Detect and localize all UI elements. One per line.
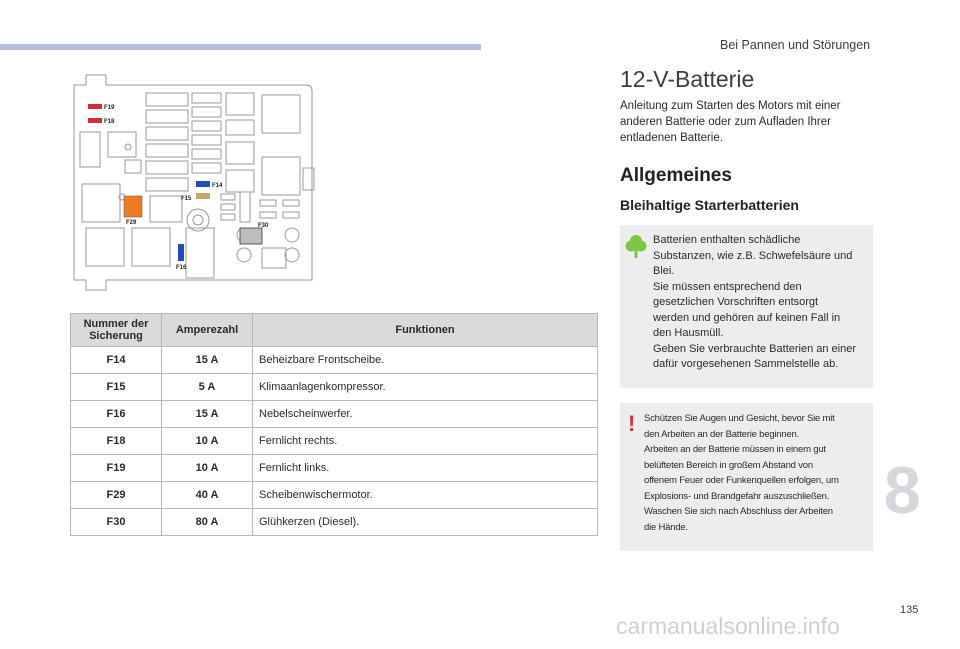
fuse-amperage: 80 A <box>162 509 253 536</box>
table-row <box>71 482 598 509</box>
fuse-f16 <box>178 244 184 261</box>
fuse-f15 <box>196 193 210 199</box>
fuse-number: F15 <box>71 374 162 401</box>
env-line: Blei. <box>653 265 675 277</box>
warning-note <box>620 403 873 551</box>
watermark: carmanualsonline.info <box>616 613 840 639</box>
fuse-f29 <box>124 196 142 217</box>
table-row <box>71 455 598 482</box>
tree-icon <box>625 233 647 259</box>
header-number: Nummer der Sicherung <box>71 314 162 347</box>
fuse-f30 <box>240 228 262 244</box>
battery-intro: Anleitung zum Starten des Motors mit einer anderen Batterie oder zum Aufladen Ihrer entladenen Batterie. <box>620 100 841 144</box>
fuse-box-diagram <box>66 70 326 295</box>
warning-line: Schützen Sie Augen und Gesicht, bevor Sie mit <box>644 413 835 424</box>
fuse-number: F16 <box>71 401 162 428</box>
battery-title: 12-V-Batterie <box>620 66 755 92</box>
section-title: Bei Pannen und Störungen <box>720 38 871 52</box>
fuse-number: F14 <box>71 347 162 374</box>
header-amperage: Amperezahl <box>162 314 253 347</box>
table-header-row <box>71 314 598 347</box>
fuse-amperage: 15 A <box>162 347 253 374</box>
table-row <box>71 401 598 428</box>
fuse-number: F18 <box>71 428 162 455</box>
fuse-function: Scheibenwischermotor. <box>253 482 598 509</box>
header-function: Funktionen <box>253 314 598 347</box>
lead-battery-heading: Bleihaltige Starterbatterien <box>620 197 799 213</box>
warning-line: den Arbeiten an der Batterie beginnen. <box>644 428 800 440</box>
fuse-function: Glühkerzen (Diesel). <box>253 509 598 536</box>
fuse-function: Nebelscheinwerfer. <box>253 401 598 428</box>
header-accent-bar <box>0 44 481 50</box>
warning-line: Arbeiten an der Batterie müssen in einem gut <box>644 444 826 455</box>
fuse-function: Klimaanlagenkompressor. <box>253 374 598 401</box>
warning-line: belüfteten Bereich in großem Abstand von <box>644 459 813 471</box>
page-number: 135 <box>900 604 919 616</box>
fuse-number: F29 <box>71 482 162 509</box>
environment-note-text <box>653 233 871 373</box>
label-f16: F16 <box>176 265 187 271</box>
env-line: Substanzen, wie z.B. Schwefelsäure und <box>653 249 853 262</box>
label-f19: F19 <box>104 105 115 111</box>
environment-note <box>620 225 873 388</box>
env-line: Batterien enthalten schädliche <box>653 234 801 246</box>
fuse-f14 <box>196 181 210 187</box>
fuse-function: Fernlicht links. <box>253 455 598 482</box>
fuse-function: Fernlicht rechts. <box>253 428 598 455</box>
fuse-f19 <box>88 104 102 109</box>
warning-line: Explosions- und Brandgefahr auszuschließen. <box>644 490 830 502</box>
warning-icon: ! <box>628 411 636 436</box>
warning-line: die Hände. <box>644 521 688 533</box>
table-row <box>71 509 598 536</box>
table-row <box>71 347 598 374</box>
label-f29: F29 <box>126 220 137 226</box>
table-row <box>71 374 598 401</box>
fuse-amperage: 40 A <box>162 482 253 509</box>
fuse-number: F19 <box>71 455 162 482</box>
table-row <box>71 428 598 455</box>
fuse-table <box>70 313 598 536</box>
fuse-f18 <box>88 118 102 123</box>
label-f15: F15 <box>181 196 192 202</box>
chapter-number: 8 <box>884 453 921 527</box>
env-line: Geben Sie verbrauchte Batterien an einer <box>653 342 857 355</box>
env-line: Sie müssen entsprechend den <box>653 280 802 293</box>
env-line: dafür vorgesehenen Sammelstelle ab. <box>653 358 839 370</box>
label-f14: F14 <box>212 183 223 189</box>
fuse-amperage: 10 A <box>162 428 253 455</box>
fuse-amperage: 5 A <box>162 374 253 401</box>
fuse-amperage: 10 A <box>162 455 253 482</box>
fuse-amperage: 15 A <box>162 401 253 428</box>
label-f30: F30 <box>258 223 269 229</box>
fuse-function: Beheizbare Frontscheibe. <box>253 347 598 374</box>
env-line: den Hausmüll. <box>653 327 724 339</box>
label-f18: F18 <box>104 119 115 125</box>
general-heading: Allgemeines <box>620 165 732 186</box>
env-line: werden und gehören auf keinen Fall in <box>653 311 841 324</box>
warning-line: Waschen Sie sich nach Abschluss der Arbeiten <box>644 506 833 517</box>
warning-line: offenem Feuer oder Funkenquellen erfolgen, um <box>644 475 839 486</box>
fuse-number: F30 <box>71 509 162 536</box>
warning-note-text <box>644 411 869 535</box>
env-line: gesetzlichen Vorschriften entsorgt <box>653 296 819 308</box>
